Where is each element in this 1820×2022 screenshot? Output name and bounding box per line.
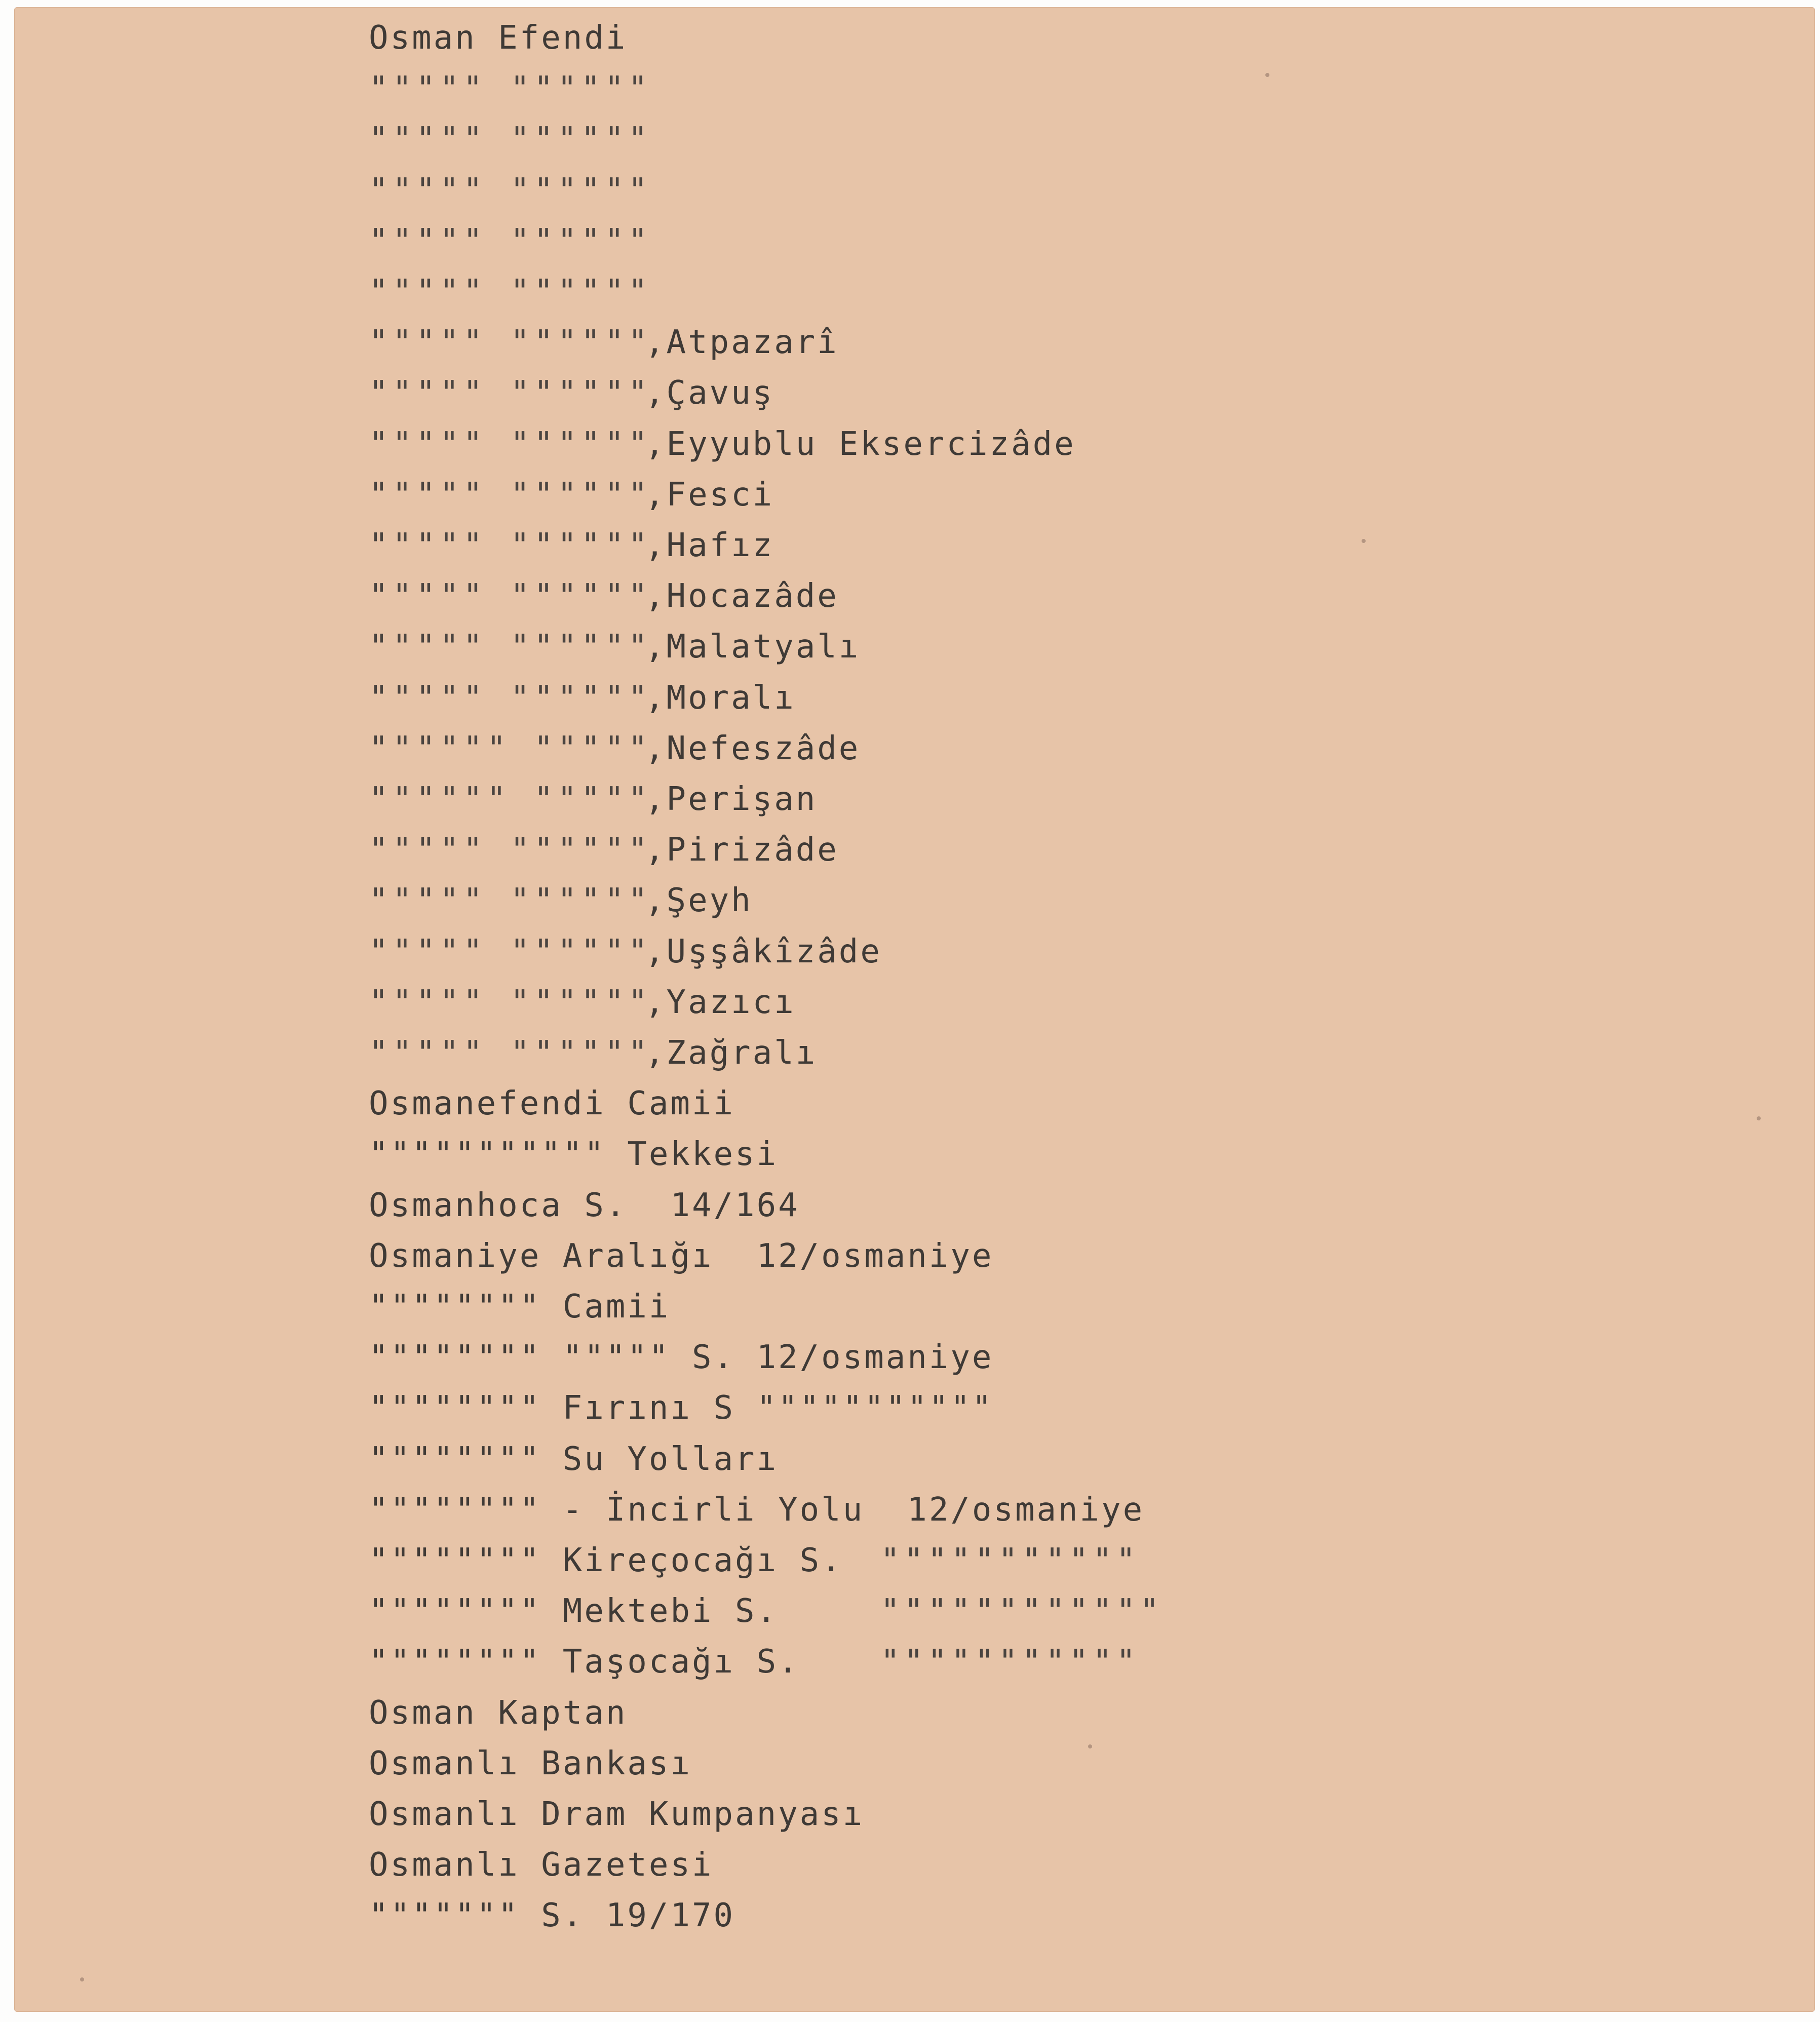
- entry-16-col2: ,Perişan: [645, 781, 818, 818]
- entry-38-col1: """"""" S. 19/170: [369, 1897, 735, 1934]
- entry-6-col1: """"" """""": [369, 273, 652, 310]
- entry-31-col1: """""""" Kireçocağı S.: [369, 1542, 843, 1579]
- entry-33-col1: """""""" Taşocağı S.: [369, 1643, 800, 1681]
- paper-speck: [1088, 1744, 1092, 1748]
- entry-8-col2: ,Çavuş: [645, 374, 775, 412]
- entry-10-col2: ,Fesci: [645, 476, 775, 514]
- entry-11-col2: ,Hafız: [645, 527, 775, 564]
- entry-18-col1: """"" """""": [369, 882, 652, 919]
- entry-18-col2: ,Şeyh: [645, 882, 753, 919]
- entry-4-col1: """"" """""": [369, 172, 652, 209]
- entry-31-col3: """"""""""": [880, 1542, 1140, 1579]
- entry-34-col1: Osman Kaptan: [369, 1694, 628, 1732]
- typed-sheet: [14, 7, 1815, 2012]
- entry-17-col1: """"" """""": [369, 831, 652, 869]
- entry-3-col1: """"" """""": [369, 121, 652, 158]
- entry-15-col1: """""" """"": [369, 730, 652, 767]
- entry-5-col1: """"" """""": [369, 222, 652, 260]
- entry-36-col1: Osmanlı Dram Kumpanyası: [369, 1796, 865, 1833]
- entry-11-col1: """"" """""": [369, 527, 652, 564]
- entry-28-col1: """""""" Fırını S """"""""""": [369, 1389, 994, 1427]
- entry-21-col1: """"" """""": [369, 1034, 652, 1072]
- entry-7-col2: ,Atpazarî: [645, 324, 839, 361]
- entry-15-col2: ,Nefeszâde: [645, 730, 861, 767]
- entry-32-col1: """""""" Mektebi S.: [369, 1592, 779, 1630]
- paper-speck: [1362, 539, 1366, 543]
- entry-9-col1: """"" """""": [369, 425, 652, 463]
- entry-12-col1: """"" """""": [369, 577, 652, 615]
- entry-20-col2: ,Yazıcı: [645, 984, 796, 1021]
- entry-13-col1: """"" """""": [369, 628, 652, 666]
- entry-16-col1: """""" """"": [369, 781, 652, 818]
- entry-13-col2: ,Malatyalı: [645, 628, 861, 666]
- entry-1-col1: Osman Efendi: [369, 19, 628, 57]
- entry-10-col1: """"" """""": [369, 476, 652, 514]
- entry-23-col1: """"""""""" Tekkesi: [369, 1136, 779, 1173]
- entry-21-col2: ,Zağralı: [645, 1034, 818, 1072]
- entry-30-col1: """""""" - İncirli Yolu 12/osmaniye: [369, 1491, 1145, 1529]
- entry-24-col1: Osmanhoca S. 14/164: [369, 1187, 800, 1224]
- entry-37-col1: Osmanlı Gazetesi: [369, 1846, 714, 1884]
- entry-26-col1: """""""" Camii: [369, 1288, 671, 1326]
- entry-27-col1: """""""" """"" S. 12/osmaniye: [369, 1339, 994, 1376]
- entry-25-col1: Osmaniye Aralığı 12/osmaniye: [369, 1237, 994, 1275]
- entry-12-col2: ,Hocazâde: [645, 577, 839, 615]
- entry-9-col2: ,Eyyublu Eksercizâde: [645, 425, 1076, 463]
- entry-22-col1: Osmanefendi Camii: [369, 1085, 735, 1122]
- entry-19-col1: """"" """""": [369, 933, 652, 970]
- entry-17-col2: ,Pirizâde: [645, 831, 839, 869]
- paper-speck: [1757, 1116, 1761, 1120]
- entry-14-col1: """"" """""": [369, 679, 652, 717]
- paper-speck: [80, 1977, 84, 1981]
- paper-speck: [1265, 73, 1269, 77]
- entry-35-col1: Osmanlı Bankası: [369, 1745, 692, 1782]
- entry-33-col3: """"""""""": [880, 1643, 1140, 1681]
- entry-8-col1: """"" """""": [369, 374, 652, 412]
- entry-14-col2: ,Moralı: [645, 679, 796, 717]
- entry-20-col1: """"" """""": [369, 984, 652, 1021]
- entry-7-col1: """"" """""": [369, 324, 652, 361]
- entry-32-col3: """""""""""": [880, 1592, 1164, 1630]
- entry-2-col1: """"" """""": [369, 70, 652, 107]
- entry-29-col1: """""""" Su Yolları: [369, 1441, 779, 1478]
- entry-19-col2: ,Uşşâkîzâde: [645, 933, 882, 970]
